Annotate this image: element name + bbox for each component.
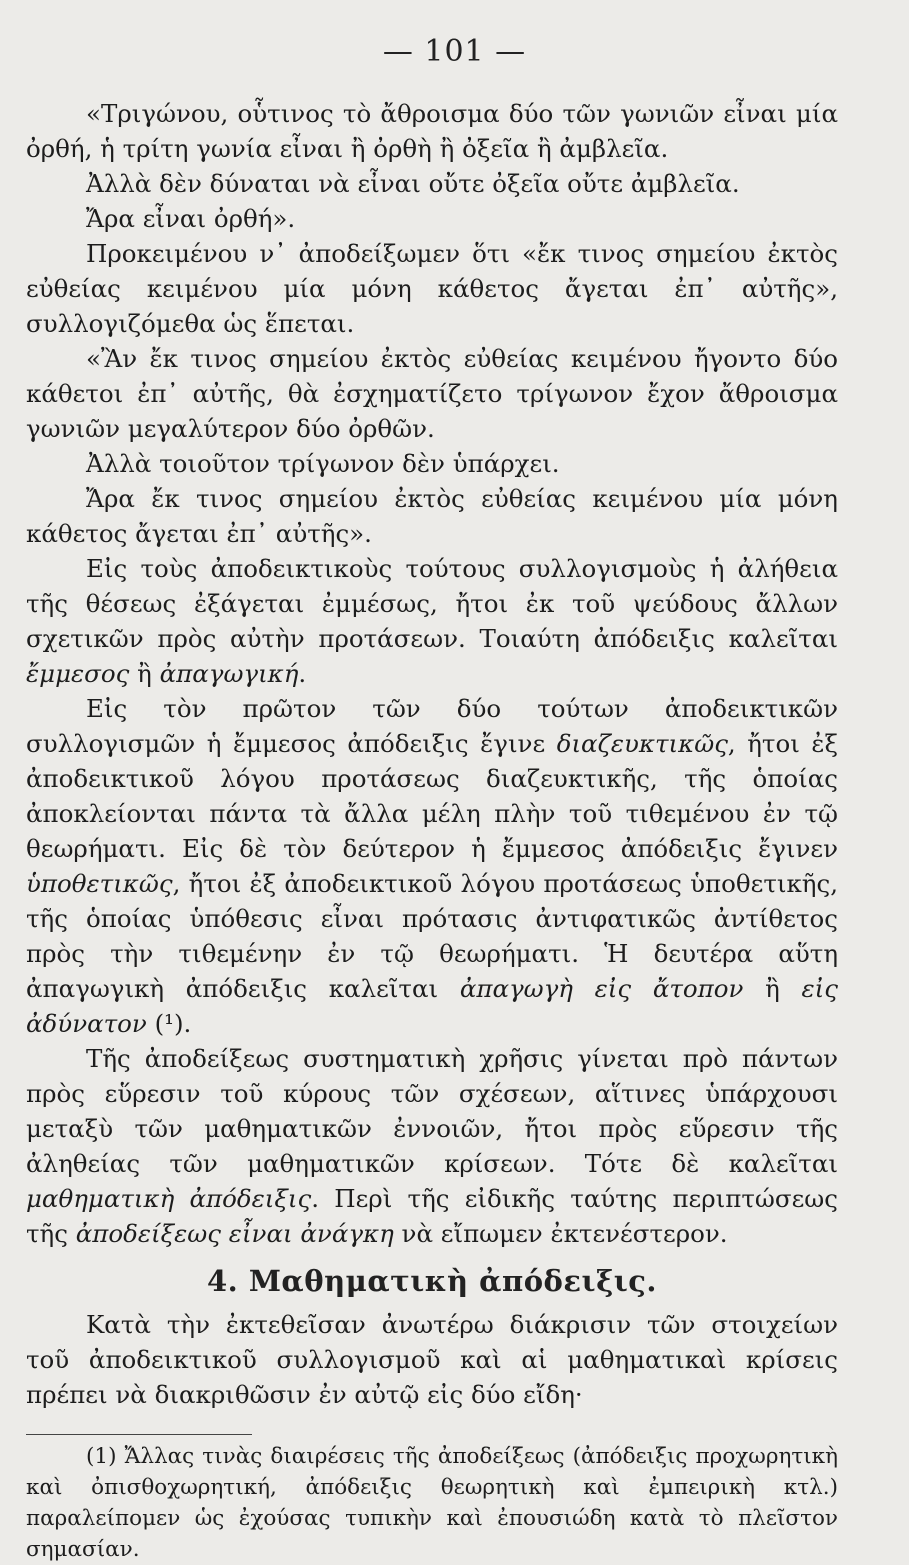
text-run: Εἰς τοὺς ἀποδεικτικοὺς τούτους συλλογισμοὺς ἡ ἀλήθεια τῆς θέσεως ἐξάγεται ἐμμέσως, ἤτοι ἐκ τοῦ ψεύδους ἄλλων σχετικῶν πρὸς αὐτὴν προτάσεων. Τοιαύτη ἀπόδειξις καλεῖται bbox=[26, 554, 838, 653]
footnote: (1) Ἄλλας τινὰς διαιρέσεις τῆς ἀποδείξεως (ἀπόδειξις προχωρητικὴ καὶ ὀπισθοχωρητική, ἀπόδειξις θεωρητικὴ καὶ ἐμπειρικὴ κτλ.) παραλείπομεν ὡς ἐχούσας τυπικὴν καὶ ἐπουσιώδη κατὰ τὸ πλεῖστον σημασίαν. bbox=[26, 1444, 838, 1562]
paragraph: Ἀλλὰ δὲν δύναται νὰ εἶναι οὔτε ὀξεῖα οὔτε ἀμβλεῖα. bbox=[86, 169, 740, 198]
paragraph: «Ἂν ἔκ τινος σημείου ἐκτὸς εὐθείας κειμένου ἤγοντο δύο κάθετοι ἐπ᾽ αὐτῆς, θὰ ἐσχηματίζετο τρίγωνον ἔχον ἄθροισμα γωνιῶν μεγαλύτερον δύο ὀρθῶν. bbox=[26, 344, 838, 443]
paragraph: Ἄρα εἶναι ὀρθή». bbox=[86, 204, 296, 233]
text-run: ἢ bbox=[129, 659, 160, 688]
paragraph: Προκειμένου ν᾽ ἀποδείξωμεν ὅτι «ἔκ τινος σημείου ἐκτὸς εὐθείας κειμένου μία μόνη κάθετος ἄγεται ἐπ᾽ αὐτῆς», συλλογιζόμεθα ὡς ἕπεται. bbox=[26, 239, 838, 338]
text-run: . Περὶ τῆς εἰδικῆς ταύτης περιπτώσεως τῆς bbox=[26, 1184, 838, 1248]
italic-term: διαζευκτικῶς bbox=[556, 729, 728, 758]
paragraph: Ἀλλὰ τοιοῦτον τρίγωνον δὲν ὑπάρχει. bbox=[86, 449, 560, 478]
footnote-ref: (¹). bbox=[146, 1009, 192, 1038]
italic-term: ὑποθετικῶς bbox=[26, 869, 173, 898]
italic-term: ἔμμεσος bbox=[26, 659, 130, 688]
footnote-divider bbox=[26, 1434, 252, 1435]
paragraph bbox=[26, 1041, 838, 1251]
paragraph: Κατὰ τὴν ἐκτεθεῖσαν ἀνωτέρω διάκρισιν τῶν στοιχείων τοῦ ἀποδεικτικοῦ συλλογισμοῦ καὶ αἱ μαθηματικαὶ κρίσεις πρέπει νὰ διακριθῶσιν ἐν αὐτῷ εἰς δύο εἴδη· bbox=[26, 1310, 838, 1409]
paragraph bbox=[26, 691, 838, 1041]
text-run: Τῆς ἀποδείξεως συστηματικὴ χρῆσις γίνεται πρὸ πάντων πρὸς εὕρεσιν τοῦ κύρους τῶν σχέσεων, αἵτινες ὑπάρχουσι μεταξὺ τῶν μαθηματικῶν ἐννοιῶν, ἤτοι πρὸς εὕρεσιν τῆς ἀληθείας τῶν μαθηματικῶν κρίσεων. Τότε δὲ καλεῖται bbox=[26, 1044, 838, 1178]
text-run: , ἤτοι ἐξ ἀποδεικτικοῦ λόγου προτάσεως διαζευκτικῆς, τῆς ὁποίας ἀποκλείονται πάντα τὰ ἄλλα μέλη πλὴν τοῦ τιθεμένου ἐν τῷ θεωρήματι. Εἰς δὲ τὸν δεύτερον ἡ ἔμμεσος ἀπόδειξις ἔγινεν bbox=[26, 729, 839, 863]
section-heading: 4. Μαθηματικὴ ἀπόδειξις. bbox=[206, 1264, 658, 1298]
italic-term: ἀπαγωγὴ εἰς ἄτοπον bbox=[459, 974, 744, 1003]
text-run: νὰ εἴπωμεν ἐκτενέστερον. bbox=[393, 1219, 728, 1248]
text-run: Εἰς τὸν πρῶτον τῶν δύο τούτων ἀποδεικτικῶν συλλογισμῶν ἡ ἔμμεσος ἀπόδειξις ἔγινε bbox=[26, 694, 838, 758]
text-run: , ἤτοι ἐξ ἀποδεικτικοῦ λόγου προτάσεως ὑποθετικῆς, τῆς ὁποίας ὑπόθεσις εἶναι πρότασις ἀντιφατικῶς ἀντίθετος πρὸς τὴν τιθεμένην ἐν τῷ θεωρήματι. Ἡ δευτέρα αὕτη ἀπαγωγικὴ ἀπόδειξις καλεῖται bbox=[26, 869, 838, 1003]
body-text bbox=[26, 96, 838, 1565]
text-run: . bbox=[298, 659, 307, 688]
paragraph bbox=[26, 551, 838, 691]
italic-term: ἀπαγωγική bbox=[159, 659, 299, 688]
paragraph: «Τριγώνου, οὗτινος τὸ ἄθροισμα δύο τῶν γωνιῶν εἶναι μία ὀρθή, ἡ τρίτη γωνία εἶναι ἢ ὀρθὴ ἢ ὀξεῖα ἢ ἀμβλεῖα. bbox=[26, 99, 838, 163]
italic-term: ἀποδείξεως εἶναι ἀνάγκη bbox=[75, 1219, 394, 1248]
italic-term: εἰς ἀδύνατον bbox=[26, 974, 838, 1038]
page-number: — 101 — bbox=[382, 34, 527, 69]
italic-term: μαθηματικὴ ἀπόδειξις bbox=[26, 1184, 312, 1213]
text-run: ἢ bbox=[743, 974, 802, 1003]
paragraph: Ἄρα ἔκ τινος σημείου ἐκτὸς εὐθείας κειμένου μία μόνη κάθετος ἄγεται ἐπ᾽ αὐτῆς». bbox=[26, 484, 838, 548]
